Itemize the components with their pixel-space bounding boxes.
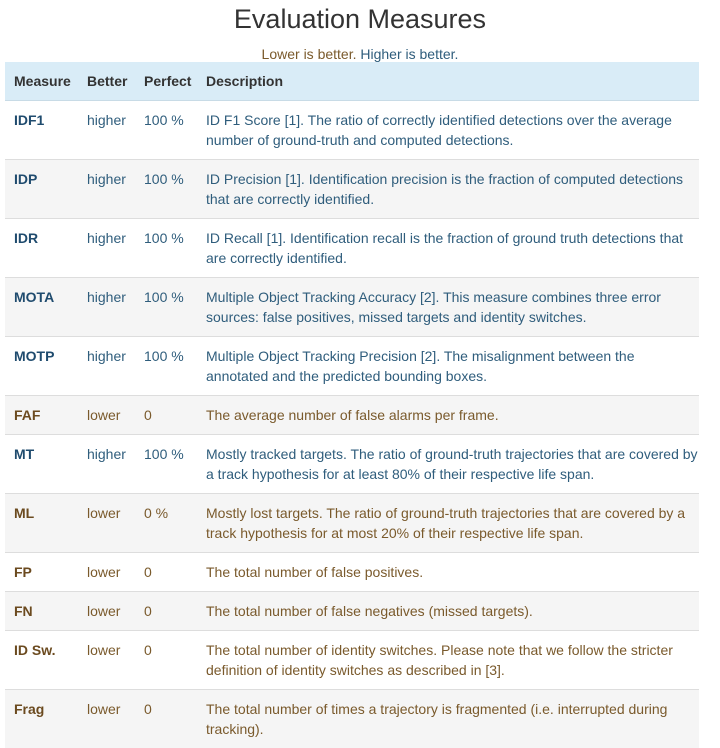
table-row xyxy=(5,690,699,748)
measure-perfect: 100 % xyxy=(135,337,197,396)
measure-perfect: 0 xyxy=(135,631,197,690)
table-row xyxy=(5,101,699,160)
measure-description: The total number of false positives. xyxy=(197,553,699,592)
header-better[interactable]: Better xyxy=(78,62,135,101)
measure-perfect: 100 % xyxy=(135,435,197,494)
table-row xyxy=(5,631,699,690)
table-row xyxy=(5,337,699,396)
measure-perfect: 0 % xyxy=(135,494,197,553)
measure-name: FP xyxy=(5,553,78,592)
measures-table xyxy=(5,62,699,748)
measure-perfect: 100 % xyxy=(135,219,197,278)
measure-name: MT xyxy=(5,435,78,494)
table-row xyxy=(5,553,699,592)
measure-better: lower xyxy=(78,553,135,592)
measure-perfect: 100 % xyxy=(135,160,197,219)
measure-better: higher xyxy=(78,219,135,278)
page-title: Evaluation Measures xyxy=(0,0,720,36)
table-row xyxy=(5,160,699,219)
measure-description: ID Recall [1]. Identification recall is the fraction of ground truth detections that are correctly identified. xyxy=(197,219,699,278)
measure-description: The average number of false alarms per frame. xyxy=(197,396,699,435)
legend-higher: Higher is better. xyxy=(360,46,458,62)
measure-perfect: 0 xyxy=(135,592,197,631)
measure-description: Mostly tracked targets. The ratio of ground-truth trajectories that are covered by a track hypothesis for at least 80% of their respective life span. xyxy=(197,435,699,494)
table-row xyxy=(5,435,699,494)
measure-better: higher xyxy=(78,160,135,219)
measure-better: lower xyxy=(78,592,135,631)
measure-better: higher xyxy=(78,435,135,494)
measure-description: Multiple Object Tracking Precision [2]. The misalignment between the annotated and the predicted bounding boxes. xyxy=(197,337,699,396)
measure-better: lower xyxy=(78,494,135,553)
table-row xyxy=(5,592,699,631)
measure-name: Frag xyxy=(5,690,78,748)
measure-name: IDF1 xyxy=(5,101,78,160)
measure-name: FAF xyxy=(5,396,78,435)
measure-better: lower xyxy=(78,631,135,690)
measure-description: The total number of identity switches. Please note that we follow the stricter definition of identity switches as described in [3]. xyxy=(197,631,699,690)
header-perfect[interactable]: Perfect xyxy=(135,62,197,101)
header-measure[interactable]: Measure xyxy=(5,62,78,101)
measure-perfect: 100 % xyxy=(135,101,197,160)
measure-name: ML xyxy=(5,494,78,553)
measure-perfect: 0 xyxy=(135,690,197,748)
measure-description: ID F1 Score [1]. The ratio of correctly identified detections over the average number of ground-truth and computed detections. xyxy=(197,101,699,160)
measure-name: MOTP xyxy=(5,337,78,396)
measure-better: lower xyxy=(78,396,135,435)
table-row xyxy=(5,219,699,278)
measure-better: lower xyxy=(78,690,135,748)
measure-description: Mostly lost targets. The ratio of ground-truth trajectories that are covered by a track hypothesis for at most 20% of their respective life span. xyxy=(197,494,699,553)
measure-description: The total number of false negatives (missed targets). xyxy=(197,592,699,631)
measure-name: MOTA xyxy=(5,278,78,337)
header-description[interactable]: Description xyxy=(197,62,699,101)
measure-description: ID Precision [1]. Identification precision is the fraction of computed detections that are correctly identified. xyxy=(197,160,699,219)
measure-perfect: 0 xyxy=(135,396,197,435)
table-header-row xyxy=(5,62,699,101)
measure-description: The total number of times a trajectory is fragmented (i.e. interrupted during tracking). xyxy=(197,690,699,748)
table-row xyxy=(5,494,699,553)
measure-name: IDP xyxy=(5,160,78,219)
measure-better: higher xyxy=(78,337,135,396)
measure-name: IDR xyxy=(5,219,78,278)
table-row xyxy=(5,278,699,337)
table-row xyxy=(5,396,699,435)
legend-lower: Lower is better. xyxy=(262,46,357,62)
measure-perfect: 100 % xyxy=(135,278,197,337)
measure-name: ID Sw. xyxy=(5,631,78,690)
measure-better: higher xyxy=(78,101,135,160)
measure-description: Multiple Object Tracking Accuracy [2]. This measure combines three error sources: false positives, missed targets and identity switches. xyxy=(197,278,699,337)
measure-perfect: 0 xyxy=(135,553,197,592)
measure-better: higher xyxy=(78,278,135,337)
legend xyxy=(0,44,720,64)
measure-name: FN xyxy=(5,592,78,631)
